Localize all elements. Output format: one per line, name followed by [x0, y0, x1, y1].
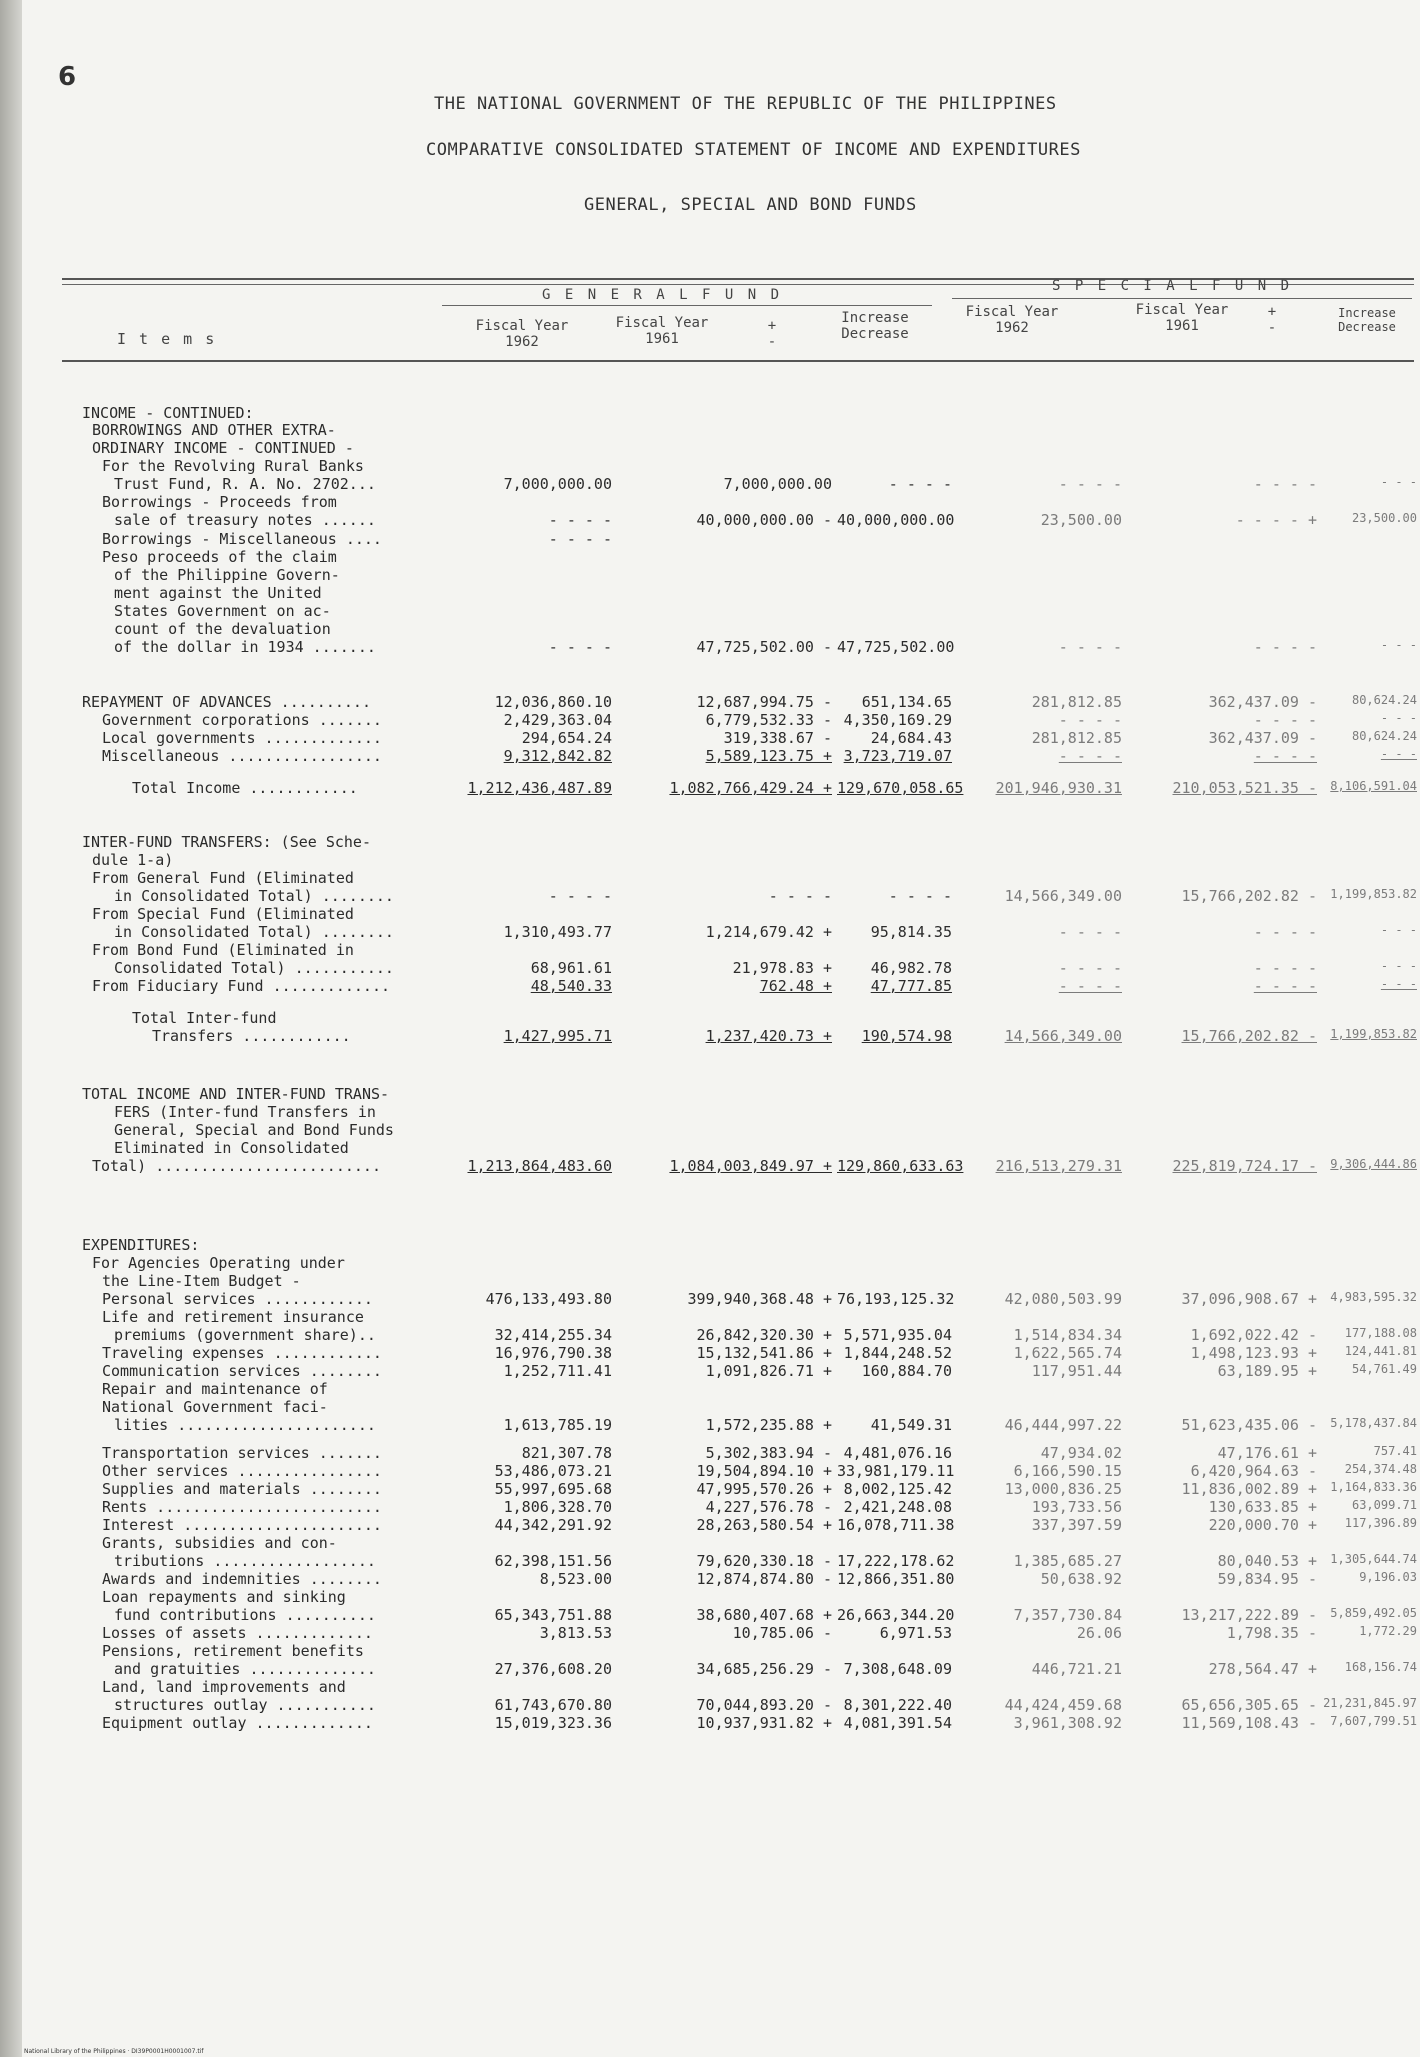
cell-c3: 1,844,248.52 [843, 1344, 952, 1362]
cell-c2: 28,263,580.54 + [696, 1516, 832, 1534]
cell-c1: 476,133,493.80 [485, 1290, 612, 1308]
cell-c4: 50,638.92 [1040, 1570, 1122, 1588]
row-label: Trust Fund, R. A. No. 2702... [114, 475, 376, 493]
cell-c6: - - - [1380, 747, 1417, 761]
cell-c6: 5,178,437.84 [1330, 1416, 1417, 1430]
document-page [22, 0, 1420, 2057]
cell-c3: 24,684.43 [870, 729, 952, 747]
row-label: ORDINARY INCOME - CONTINUED - [92, 439, 354, 457]
cell-c1: 61,743,670.80 [494, 1696, 612, 1714]
cell-c1: 53,486,073.21 [494, 1462, 612, 1480]
row-label: General, Special and Bond Funds [114, 1121, 394, 1139]
row-label: Peso proceeds of the claim [102, 548, 337, 566]
cell-c1: 15,019,323.36 [494, 1714, 612, 1732]
cell-c6: 1,199,853.82 [1330, 1027, 1417, 1041]
table-row [22, 747, 1420, 771]
cell-c4: 13,000,836.25 [1004, 1480, 1122, 1498]
row-label: Communication services ........ [102, 1362, 382, 1380]
cell-c4: - - - - [1058, 747, 1122, 765]
row-label: Losses of assets ............. [102, 1624, 373, 1642]
cell-c1: 2,429,363.04 [503, 711, 612, 729]
cell-c3: 26,663,344.20 [837, 1606, 955, 1624]
row-label: National Government faci- [102, 1398, 328, 1416]
cell-c5: - - - - + [1235, 511, 1317, 529]
cell-c5: 362,437.09 - [1208, 693, 1317, 711]
table-row [22, 977, 1420, 1001]
plus-minus-header: + - [767, 318, 777, 350]
cell-c5: 51,623,435.06 - [1181, 1416, 1317, 1434]
cell-c4: 281,812.85 [1031, 729, 1122, 747]
cell-c5: - - - - [1253, 747, 1317, 765]
row-label: Total Inter-fund [132, 1009, 277, 1027]
cell-c6: 7,607,799.51 [1330, 1714, 1417, 1728]
row-label: BORROWINGS AND OTHER EXTRA- [92, 421, 336, 439]
cell-c4: 3,961,308.92 [1013, 1714, 1122, 1732]
cell-c3: 76,193,125.32 [837, 1290, 955, 1308]
archive-footer: National Library of the Philippines · DI39P0001H0001007.tif [24, 2048, 204, 2055]
row-label: Borrowings - Proceeds from [102, 493, 337, 511]
row-label: Traveling expenses ............ [102, 1344, 382, 1362]
cell-c5: - - - - [1253, 923, 1317, 941]
cell-c2: 47,725,502.00 - [696, 638, 832, 656]
cell-c3: 160,884.70 [861, 1362, 952, 1380]
cell-c6: 5,859,492.05 [1330, 1606, 1417, 1620]
row-label: Other services ................ [102, 1462, 382, 1480]
cell-c5: 63,189.95 + [1217, 1362, 1317, 1380]
cell-c2: 12,874,874.80 - [696, 1570, 832, 1588]
cell-c1: - - - - [548, 887, 612, 905]
cell-c6: - - - [1380, 711, 1417, 725]
cell-c2: 1,572,235.88 + [705, 1416, 832, 1434]
cell-c6: 177,188.08 [1344, 1326, 1417, 1340]
row-label: Supplies and materials ........ [102, 1480, 382, 1498]
cell-c6: 54,761.49 [1351, 1362, 1417, 1376]
cell-c2: 1,237,420.73 + [705, 1027, 832, 1045]
cell-c1: 27,376,608.20 [494, 1660, 612, 1678]
cell-c5: 47,176.61 + [1217, 1444, 1317, 1462]
cell-c4: 46,444,997.22 [1004, 1416, 1122, 1434]
cell-c6: 4,983,595.32 [1330, 1290, 1417, 1304]
cell-c3: 5,571,935.04 [843, 1326, 952, 1344]
cell-c6: 9,306,444.86 [1330, 1157, 1417, 1171]
cell-c4: 7,357,730.84 [1013, 1606, 1122, 1624]
cell-c2: 12,687,994.75 - [696, 693, 832, 711]
cell-c1: 1,212,436,487.89 [467, 779, 612, 797]
row-label: States Government on ac- [114, 602, 331, 620]
title-line-1: THE NATIONAL GOVERNMENT OF THE REPUBLIC OF THE PHILIPPINES [434, 94, 1057, 114]
cell-c3: 95,814.35 [870, 923, 952, 941]
cell-c1: 821,307.78 [521, 1444, 612, 1462]
cell-c5: - - - - [1253, 638, 1317, 656]
cell-c3: 17,222,178.62 [837, 1552, 955, 1570]
cell-c3: 651,134.65 [861, 693, 952, 711]
cell-c1: - - - - [548, 638, 612, 656]
cell-c5: 13,217,222.89 - [1181, 1606, 1317, 1624]
row-label: Eliminated in Consolidated [114, 1139, 349, 1157]
cell-c4: 14,566,349.00 [1004, 1027, 1122, 1045]
row-label: Repair and maintenance of [102, 1380, 328, 1398]
cell-c1: 3,813.53 [539, 1624, 612, 1642]
row-label: Awards and indemnities ........ [102, 1570, 382, 1588]
cell-c4: 44,424,459.68 [1004, 1696, 1122, 1714]
row-label: Rents ......................... [102, 1498, 382, 1516]
cell-c4: 193,733.56 [1031, 1498, 1122, 1516]
cell-c4: 26.06 [1076, 1624, 1122, 1642]
cell-c4: 6,166,590.15 [1013, 1462, 1122, 1480]
cell-c1: 9,312,842.82 [503, 747, 612, 765]
cell-c3: 129,670,058.65 [837, 779, 964, 797]
row-label: Personal services ............ [102, 1290, 373, 1308]
cell-c6: 80,624.24 [1351, 729, 1417, 743]
fy1962-header: Fiscal Year 1962 [475, 318, 569, 350]
cell-c2: - - - - [768, 887, 832, 905]
cell-c5: 80,040.53 + [1217, 1552, 1317, 1570]
cell-c6: - - - [1380, 475, 1417, 489]
cell-c4: 446,721.21 [1031, 1660, 1122, 1678]
header-bottom-rule [62, 360, 1414, 362]
cell-c3: 41,549.31 [870, 1416, 952, 1434]
row-label: and gratuities .............. [114, 1660, 376, 1678]
cell-c3: 6,971.53 [879, 1624, 952, 1642]
cell-c1: 32,414,255.34 [494, 1326, 612, 1344]
cell-c4: 216,513,279.31 [995, 1157, 1122, 1175]
cell-c5: 15,766,202.82 - [1181, 1027, 1317, 1045]
cell-c2: 319,338.67 - [723, 729, 832, 747]
row-label: Transfers ............ [152, 1027, 351, 1045]
row-label: For Agencies Operating under [92, 1254, 345, 1272]
row-label: Total) ......................... [92, 1157, 381, 1175]
general-fund-header: G E N E R A L F U N D [542, 287, 783, 303]
cell-c6: 23,500.00 [1351, 511, 1417, 525]
row-label: Miscellaneous ................. [102, 747, 382, 765]
cell-c1: 1,806,328.70 [503, 1498, 612, 1516]
cell-c1: 62,398,151.56 [494, 1552, 612, 1570]
binding-shadow [0, 0, 22, 2057]
row-label: structures outlay ........... [114, 1696, 376, 1714]
cell-c4: - - - - [1058, 923, 1122, 941]
cell-c5: 278,564.47 + [1208, 1660, 1317, 1678]
fy1961b-header: Fiscal Year 1961 [1135, 302, 1229, 334]
row-label: Grants, subsidies and con- [102, 1534, 337, 1552]
cell-c4: - - - - [1058, 638, 1122, 656]
row-label: Pensions, retirement benefits [102, 1642, 364, 1660]
cell-c6: - - - [1380, 977, 1417, 991]
cell-c6: 63,099.71 [1351, 1498, 1417, 1512]
cell-c4: 23,500.00 [1040, 511, 1122, 529]
cell-c5: 1,498,123.93 + [1190, 1344, 1317, 1362]
cell-c1: 68,961.61 [530, 959, 612, 977]
table-row [22, 1027, 1420, 1051]
table-row [22, 779, 1420, 803]
cell-c2: 762.48 + [759, 977, 832, 995]
page-number: 6 [58, 62, 77, 92]
cell-c2: 38,680,407.68 + [696, 1606, 832, 1624]
row-label: From General Fund (Eliminated [92, 869, 354, 887]
cell-c5: - - - - [1253, 959, 1317, 977]
cell-c2: 79,620,330.18 - [696, 1552, 832, 1570]
cell-c5: - - - - [1253, 475, 1317, 493]
cell-c6: - - - [1380, 923, 1417, 937]
row-label: Government corporations ....... [102, 711, 382, 729]
cell-c1: 294,654.24 [521, 729, 612, 747]
cell-c5: 65,656,305.65 - [1181, 1696, 1317, 1714]
row-label: TOTAL INCOME AND INTER-FUND TRANS- [82, 1085, 390, 1103]
row-label: ment against the United [114, 584, 322, 602]
cell-c1: 7,000,000.00 [503, 475, 612, 493]
cell-c4: - - - - [1058, 711, 1122, 729]
special-fund-underline [952, 298, 1412, 299]
cell-c3: 33,981,179.11 [837, 1462, 955, 1480]
row-label: EXPENDITURES: [82, 1236, 200, 1254]
table-row [22, 1416, 1420, 1440]
cell-c3: 4,081,391.54 [843, 1714, 952, 1732]
cell-c5: 1,798.35 - [1226, 1624, 1317, 1642]
cell-c6: 254,374.48 [1344, 1462, 1417, 1476]
cell-c4: - - - - [1058, 475, 1122, 493]
cell-c5: 15,766,202.82 - [1181, 887, 1317, 905]
cell-c3: 3,723,719.07 [843, 747, 952, 765]
cell-c1: - - - - [548, 530, 612, 548]
row-label: Interest ...................... [102, 1516, 382, 1534]
cell-c4: 1,385,685.27 [1013, 1552, 1122, 1570]
row-label: Consolidated Total) ........... [114, 959, 394, 977]
row-label: INTER-FUND TRANSFERS: (See Sche- [82, 833, 371, 851]
cell-c2: 70,044,893.20 - [696, 1696, 832, 1714]
row-label: Borrowings - Miscellaneous .... [102, 530, 382, 548]
cell-c6: 757.41 [1373, 1444, 1417, 1458]
row-label: of the Philippine Govern- [114, 566, 340, 584]
cell-c1: 1,310,493.77 [503, 923, 612, 941]
items-header: I t e m s [117, 330, 217, 348]
cell-c1: 48,540.33 [530, 977, 612, 995]
cell-c3: 47,725,502.00 [837, 638, 955, 656]
fy1961-header: Fiscal Year 1961 [615, 315, 709, 347]
cell-c2: 5,302,383.94 - [705, 1444, 832, 1462]
cell-c6: - - - [1380, 959, 1417, 973]
row-label: Life and retirement insurance [102, 1308, 364, 1326]
cell-c3: 16,078,711.38 [837, 1516, 955, 1534]
cell-c6: 168,156.74 [1344, 1660, 1417, 1674]
cell-c1: 55,997,695.68 [494, 1480, 612, 1498]
cell-c4: 1,514,834.34 [1013, 1326, 1122, 1344]
cell-c1: 1,613,785.19 [503, 1416, 612, 1434]
row-label: in Consolidated Total) ........ [114, 923, 394, 941]
cell-c4: 337,397.59 [1031, 1516, 1122, 1534]
cell-c5: 37,096,908.67 + [1181, 1290, 1317, 1308]
special-fund-header: S P E C I A L F U N D [1052, 278, 1293, 294]
cell-c5: - - - - [1253, 977, 1317, 995]
cell-c1: 1,213,864,483.60 [467, 1157, 612, 1175]
cell-c2: 4,227,576.78 - [705, 1498, 832, 1516]
cell-c2: 1,084,003,849.97 + [669, 1157, 832, 1175]
cell-c5: 362,437.09 - [1208, 729, 1317, 747]
cell-c3: 129,860,633.63 [837, 1157, 964, 1175]
cell-c1: 1,252,711.41 [503, 1362, 612, 1380]
cell-c2: 1,214,679.42 + [705, 923, 832, 941]
cell-c4: 14,566,349.00 [1004, 887, 1122, 905]
cell-c2: 399,940,368.48 + [687, 1290, 832, 1308]
cell-c5: 11,836,002.89 + [1181, 1480, 1317, 1498]
cell-c6: 1,305,644.74 [1330, 1552, 1417, 1566]
cell-c5: 225,819,724.17 - [1172, 1157, 1317, 1175]
row-label: Local governments ............. [102, 729, 382, 747]
row-label: fund contributions .......... [114, 1606, 376, 1624]
cell-c4: - - - - [1058, 977, 1122, 995]
row-label: From Special Fund (Eliminated [92, 905, 354, 923]
cell-c3: 7,308,648.09 [843, 1660, 952, 1678]
plus-minus-header-2: + - [1267, 304, 1277, 336]
row-label: For the Revolving Rural Banks [102, 457, 364, 475]
cell-c2: 21,978.83 + [732, 959, 832, 977]
cell-c2: 26,842,320.30 + [696, 1326, 832, 1344]
title-line-2: COMPARATIVE CONSOLIDATED STATEMENT OF INCOME AND EXPENDITURES [426, 140, 1081, 160]
cell-c6: 1,199,853.82 [1330, 887, 1417, 901]
row-label: of the dollar in 1934 ....... [114, 638, 376, 656]
cell-c3: 4,350,169.29 [843, 711, 952, 729]
table-row [22, 638, 1420, 662]
cell-c4: 47,934.02 [1040, 1444, 1122, 1462]
cell-c1: 65,343,751.88 [494, 1606, 612, 1624]
row-label: the Line-Item Budget - [102, 1272, 301, 1290]
cell-c6: 124,441.81 [1344, 1344, 1417, 1358]
cell-c2: 47,995,570.26 + [696, 1480, 832, 1498]
cell-c2: 19,504,894.10 + [696, 1462, 832, 1480]
cell-c2: 1,091,826.71 + [705, 1362, 832, 1380]
table-row [22, 1714, 1420, 1738]
cell-c5: 220,000.70 + [1208, 1516, 1317, 1534]
cell-c1: 8,523.00 [539, 1570, 612, 1588]
incdec-header-2: Increase Decrease [1338, 306, 1396, 334]
row-label: dule 1-a) [92, 851, 174, 869]
cell-c2: 40,000,000.00 - [696, 511, 832, 529]
cell-c1: - - - - [548, 511, 612, 529]
cell-c2: 5,589,123.75 + [705, 747, 832, 765]
cell-c2: 6,779,532.33 - [705, 711, 832, 729]
cell-c3: 46,982.78 [870, 959, 952, 977]
cell-c3: 47,777.85 [870, 977, 952, 995]
cell-c6: 21,231,845.97 [1323, 1696, 1417, 1710]
cell-c5: 11,569,108.43 - [1181, 1714, 1317, 1732]
cell-c6: 8,106,591.04 [1330, 779, 1417, 793]
cell-c2: 10,937,931.82 + [696, 1714, 832, 1732]
cell-c3: 12,866,351.80 [837, 1570, 955, 1588]
cell-c4: - - - - [1058, 959, 1122, 977]
cell-c2: 15,132,541.86 + [696, 1344, 832, 1362]
cell-c4: 42,080,503.99 [1004, 1290, 1122, 1308]
cell-c2: 1,082,766,429.24 + [669, 779, 832, 797]
cell-c6: 1,164,833.36 [1330, 1480, 1417, 1494]
table-row [22, 1157, 1420, 1181]
row-label: Loan repayments and sinking [102, 1588, 346, 1606]
cell-c5: 6,420,964.63 - [1190, 1462, 1317, 1480]
cell-c5: 1,692,022.42 - [1190, 1326, 1317, 1344]
row-label: From Fiduciary Fund ............. [92, 977, 391, 995]
cell-c1: 12,036,860.10 [494, 693, 612, 711]
cell-c3: 8,002,125.42 [843, 1480, 952, 1498]
cell-c1: 16,976,790.38 [494, 1344, 612, 1362]
row-label: count of the devaluation [114, 620, 331, 638]
cell-c6: 9,196.03 [1359, 1570, 1417, 1584]
cell-c3: - - - - [888, 887, 952, 905]
row-label: FERS (Inter-fund Transfers in [114, 1103, 376, 1121]
cell-c3: 190,574.98 [861, 1027, 952, 1045]
incdec-header: Increase Decrease [841, 310, 909, 342]
cell-c2: 34,685,256.29 - [696, 1660, 832, 1678]
cell-c5: 130,633.85 + [1208, 1498, 1317, 1516]
row-label: sale of treasury notes ...... [114, 511, 376, 529]
row-label: INCOME - CONTINUED: [82, 404, 254, 422]
cell-c3: 4,481,076.16 [843, 1444, 952, 1462]
cell-c6: 80,624.24 [1351, 693, 1417, 707]
fy1962b-header: Fiscal Year 1962 [965, 304, 1059, 336]
row-label: Total Income ............ [132, 779, 358, 797]
cell-c4: 117,951.44 [1031, 1362, 1122, 1380]
cell-c1: 1,427,995.71 [503, 1027, 612, 1045]
row-label: lities ...................... [114, 1416, 376, 1434]
cell-c1: 44,342,291.92 [494, 1516, 612, 1534]
cell-c2: 10,785.06 - [732, 1624, 832, 1642]
row-label: Equipment outlay ............. [102, 1714, 373, 1732]
cell-c3: - - - - [888, 475, 952, 493]
row-label: Land, land improvements and [102, 1678, 346, 1696]
general-fund-underline [442, 305, 932, 306]
cell-c3: 40,000,000.00 [837, 511, 955, 529]
title-line-3: GENERAL, SPECIAL AND BOND FUNDS [584, 195, 917, 215]
cell-c5: - - - - [1253, 711, 1317, 729]
cell-c6: 1,772.29 [1359, 1624, 1417, 1638]
cell-c4: 201,946,930.31 [995, 779, 1122, 797]
cell-c5: 210,053,521.35 - [1172, 779, 1317, 797]
cell-c2: 7,000,000.00 [723, 475, 832, 493]
cell-c4: 281,812.85 [1031, 693, 1122, 711]
cell-c5: 59,834.95 - [1217, 1570, 1317, 1588]
row-label: in Consolidated Total) ........ [114, 887, 394, 905]
cell-c3: 2,421,248.08 [843, 1498, 952, 1516]
cell-c6: - - - [1380, 638, 1417, 652]
row-label: premiums (government share).. [114, 1326, 376, 1344]
cell-c6: 117,396.89 [1344, 1516, 1417, 1530]
row-label: tributions .................. [114, 1552, 376, 1570]
cell-c3: 8,301,222.40 [843, 1696, 952, 1714]
row-label: Transportation services ....... [102, 1444, 382, 1462]
row-label: From Bond Fund (Eliminated in [92, 941, 354, 959]
cell-c4: 1,622,565.74 [1013, 1344, 1122, 1362]
row-label: REPAYMENT OF ADVANCES .......... [82, 693, 371, 711]
